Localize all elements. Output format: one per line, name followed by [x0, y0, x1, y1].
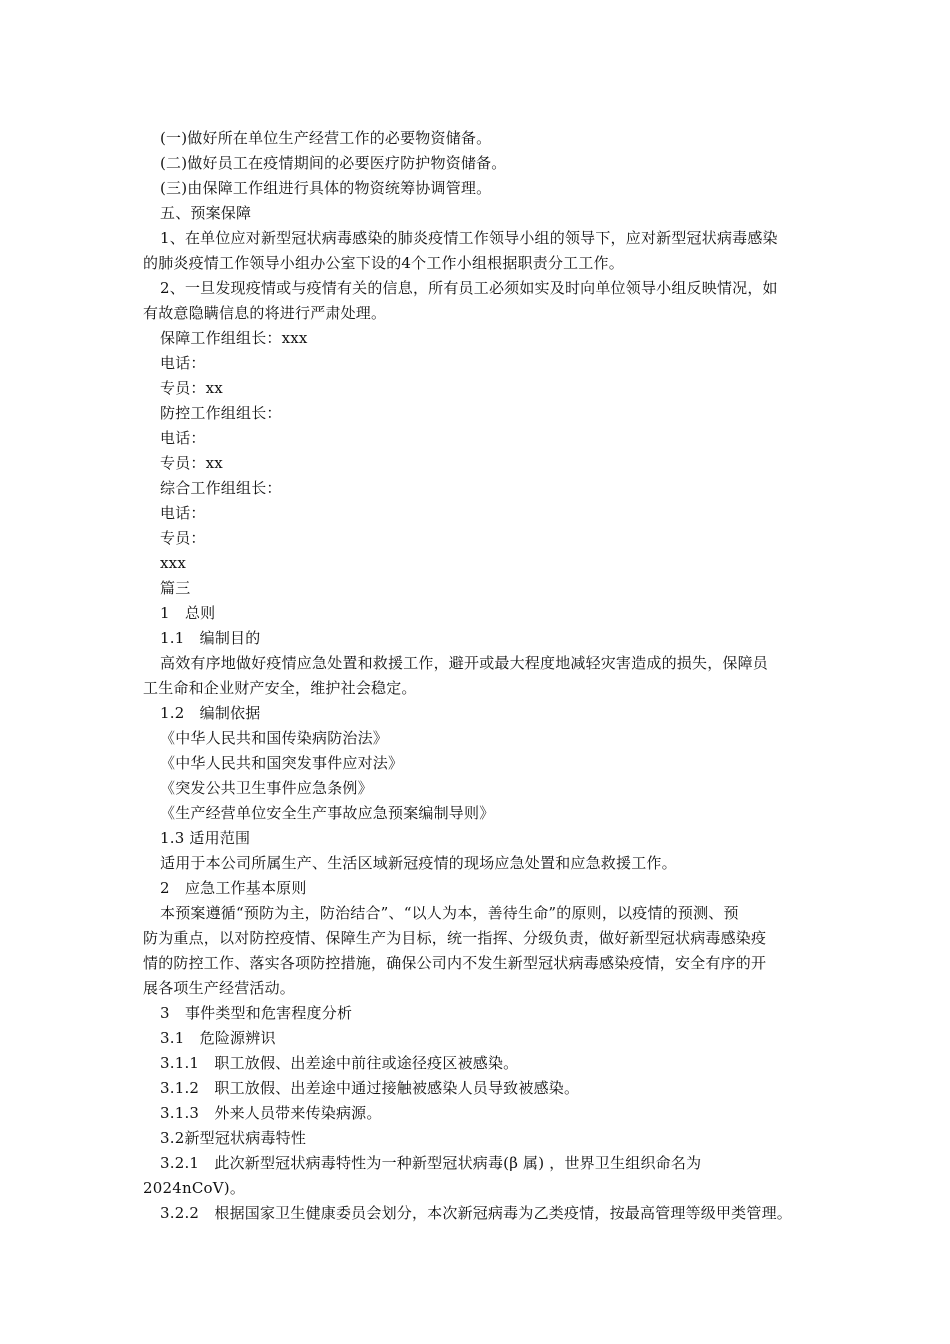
text-line: 的肺炎疫情工作领导小组办公室下设的4个工作小组根据职责分工工作。: [143, 254, 624, 272]
text-line: 2 应急工作基本原则: [160, 879, 307, 897]
text-line: 防控工作组组长：: [160, 404, 282, 422]
text-line: 3.2.2 根据国家卫生健康委员会划分，本次新冠病毒为乙类疫情，按最高管理等级甲类管理。: [160, 1204, 792, 1222]
text-line: 1.3 适用范围: [160, 829, 251, 847]
text-line: 适用于本公司所属生产、生活区域新冠疫情的现场应急处置和应急救援工作。: [160, 854, 677, 872]
text-line: 3.1.1 职工放假、出差途中前往或途径疫区被感染。: [160, 1054, 519, 1072]
text-line: 《突发公共卫生事件应急条例》: [160, 779, 373, 797]
text-line: 3.1.2 职工放假、出差途中通过接触被感染人员导致被感染。: [160, 1079, 580, 1097]
text-line: 有故意隐瞒信息的将进行严肃处理。: [143, 304, 387, 322]
text-line: 3.1 危险源辨识: [160, 1029, 276, 1047]
text-line: 工生命和企业财产安全，维护社会稳定。: [143, 679, 417, 697]
text-line: 3.2新型冠状病毒特性: [160, 1129, 307, 1147]
text-line: 篇三: [160, 579, 191, 597]
text-line: 《中华人民共和国传染病防治法》: [160, 729, 389, 747]
text-line: 3.1.3 外来人员带来传染病源。: [160, 1104, 382, 1122]
text-line: 保障工作组组长：xxx: [160, 329, 308, 347]
text-line: 情的防控工作、落实各项防控措施，确保公司内不发生新型冠状病毒感染疫情，安全有序的开: [143, 954, 767, 972]
text-line: 专员：xx: [160, 454, 223, 472]
text-line: 2、一旦发现疫情或与疫情有关的信息，所有员工必须如实及时向单位领导小组反映情况，如: [160, 279, 778, 297]
text-line: 专员：: [160, 529, 206, 547]
text-line: 《生产经营单位安全生产事故应急预案编制导则》: [160, 804, 495, 822]
text-line: 五、预案保障: [160, 204, 252, 222]
text-line: 展各项生产经营活动。: [143, 979, 296, 997]
text-line: 2024nCoV)。: [143, 1179, 246, 1197]
text-line: (一)做好所在单位生产经营工作的必要物资储备。: [160, 129, 492, 147]
text-line: 防为重点，以对防控疫情、保障生产为目标，统一指挥、分级负责，做好新型冠状病毒感染疫: [143, 929, 767, 947]
text-line: 本预案遵循“预防为主，防治结合”、“以人为本，善待生命”的原则，以疫情的预测、预: [160, 904, 739, 922]
text-line: 综合工作组组长：: [160, 479, 282, 497]
text-line: 3.2.1 此次新型冠状病毒特性为一种新型冠状病毒(β 属) ，世界卫生组织命名为: [160, 1154, 702, 1172]
text-line: 高效有序地做好疫情应急处置和救援工作，避开或最大程度地减轻灾害造成的损失，保障员: [160, 654, 769, 672]
text-line: 电话：: [160, 429, 206, 447]
text-line: (三)由保障工作组进行具体的物资统筹协调管理。: [160, 179, 492, 197]
text-line: (二)做好员工在疫情期间的必要医疗防护物资储备。: [160, 154, 507, 172]
text-line: 电话：: [160, 504, 206, 522]
text-line: 1、在单位应对新型冠状病毒感染的肺炎疫情工作领导小组的领导下，应对新型冠状病毒感染: [160, 229, 778, 247]
text-line: 专员：xx: [160, 379, 223, 397]
document-body: [143, 126, 823, 1226]
text-line: 1.1 编制目的: [160, 629, 261, 647]
text-line: 1 总则: [160, 604, 216, 622]
text-line: xxx: [160, 554, 186, 572]
text-line: 3 事件类型和危害程度分析: [160, 1004, 353, 1022]
text-line: 1.2 编制依据: [160, 704, 261, 722]
text-line: 电话：: [160, 354, 206, 372]
text-line: 《中华人民共和国突发事件应对法》: [160, 754, 404, 772]
